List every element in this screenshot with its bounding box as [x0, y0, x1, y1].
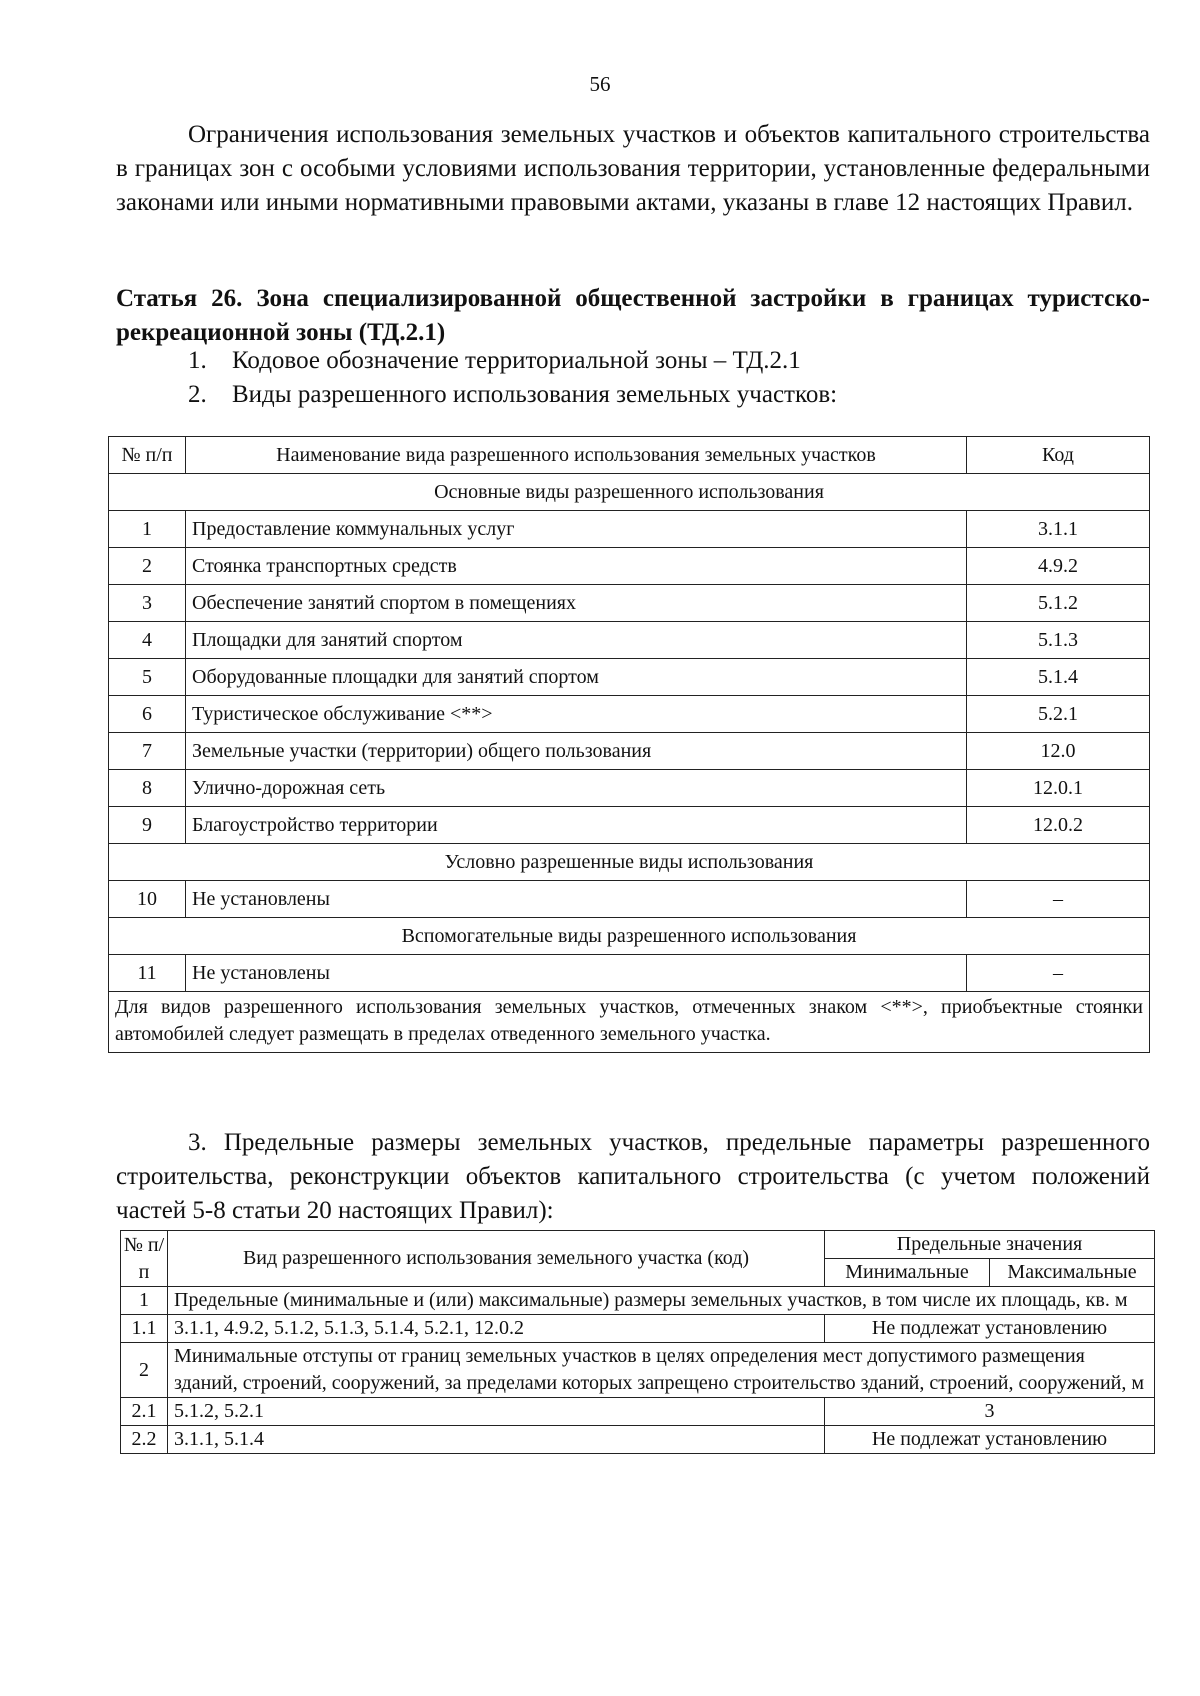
- row-name: Улично-дорожная сеть: [186, 770, 967, 807]
- table-row: [121, 1343, 1155, 1398]
- table-row: [109, 770, 1150, 807]
- row-codes: 3.1.1, 5.1.4: [168, 1426, 825, 1454]
- permitted-use-table: [108, 436, 1150, 1053]
- row-code: –: [967, 955, 1150, 992]
- table-row: [109, 511, 1150, 548]
- row-name: Туристическое обслуживание <**>: [186, 696, 967, 733]
- row-code: –: [967, 881, 1150, 918]
- row-name: Благоустройство территории: [186, 807, 967, 844]
- row-num: 4: [109, 622, 186, 659]
- row-num: 8: [109, 770, 186, 807]
- row-code: 4.9.2: [967, 548, 1150, 585]
- row-value: Не подлежат установлению: [825, 1315, 1155, 1343]
- row-name: Земельные участки (территории) общего пользования: [186, 733, 967, 770]
- row-num: 2: [121, 1343, 168, 1398]
- table-row: [121, 1287, 1155, 1315]
- row-text: Предельные (минимальные и (или) максимальные) размеры земельных участков, в том числе их площадь, кв. м: [168, 1287, 1155, 1315]
- page-number: 56: [589, 72, 611, 96]
- header-min: Минимальные: [825, 1259, 990, 1287]
- header-num: № п/п: [109, 437, 186, 474]
- header-limits: Предельные значения: [825, 1231, 1155, 1259]
- row-name: Оборудованные площадки для занятий спортом: [186, 659, 967, 696]
- table-row: [109, 696, 1150, 733]
- table-row: [109, 955, 1150, 992]
- row-name: Не установлены: [186, 881, 967, 918]
- row-code: 5.1.3: [967, 622, 1150, 659]
- header-name: Наименование вида разрешенного использования земельных участков: [186, 437, 967, 474]
- row-name: Не установлены: [186, 955, 967, 992]
- table-header-row: [109, 437, 1150, 474]
- header-num: № п/п: [121, 1231, 168, 1287]
- row-num: 2: [109, 548, 186, 585]
- header-code: Код: [967, 437, 1150, 474]
- table-note: Для видов разрешенного использования земельных участков, отмеченных знаком <**>, приобъектные стоянки автомобилей следует размещать в пределах отведенного земельного участка.: [109, 992, 1150, 1053]
- table-row: [109, 659, 1150, 696]
- list-item-number: 1.: [188, 347, 207, 374]
- row-codes: 3.1.1, 4.9.2, 5.1.2, 5.1.3, 5.1.4, 5.2.1, 12.0.2: [168, 1315, 825, 1343]
- list-item: [188, 378, 837, 412]
- row-code: 5.1.4: [967, 659, 1150, 696]
- row-num: 9: [109, 807, 186, 844]
- section-title: Вспомогательные виды разрешенного использования: [109, 918, 1150, 955]
- table-row: [109, 881, 1150, 918]
- section-title: Основные виды разрешенного использования: [109, 474, 1150, 511]
- list-item-number: 2.: [188, 381, 207, 408]
- row-num: 5: [109, 659, 186, 696]
- row-num: 3: [109, 585, 186, 622]
- list-item: [188, 344, 801, 378]
- row-name: Стоянка транспортных средств: [186, 548, 967, 585]
- table-row: [121, 1315, 1155, 1343]
- section-row-main: [109, 474, 1150, 511]
- table-row: [121, 1426, 1155, 1454]
- header-kind: Вид разрешенного использования земельного участка (код): [168, 1231, 825, 1287]
- list-item-text: Виды разрешенного использования земельных участков:: [232, 381, 838, 408]
- table-row: [109, 622, 1150, 659]
- row-code: 12.0.1: [967, 770, 1150, 807]
- row-num: 7: [109, 733, 186, 770]
- table-header-row: [121, 1231, 1155, 1259]
- row-code: 3.1.1: [967, 511, 1150, 548]
- table-row: [109, 807, 1150, 844]
- row-num: 2.1: [121, 1398, 168, 1426]
- paragraph-3: 3. Предельные размеры земельных участков, предельные параметры разрешенного строительства, реконструкции объектов капитального строительства (с учетом положений частей 5-8 статьи 20 настоящих Правил):: [116, 1129, 1150, 1224]
- row-num: 1: [121, 1287, 168, 1315]
- row-code: 12.0.2: [967, 807, 1150, 844]
- row-value: Не подлежат установлению: [825, 1426, 1155, 1454]
- row-name: Площадки для занятий спортом: [186, 622, 967, 659]
- section-row-auxiliary: [109, 918, 1150, 955]
- row-num: 1.1: [121, 1315, 168, 1343]
- row-value: 3: [825, 1398, 1155, 1426]
- row-code: 5.1.2: [967, 585, 1150, 622]
- row-text: Минимальные отступы от границ земельных участков в целях определения мест допустимого размещения зданий, строений, сооружений, за пределами которых запрещено строительство зданий, строений, сооружений, м: [168, 1343, 1155, 1398]
- row-num: 6: [109, 696, 186, 733]
- row-num: 2.2: [121, 1426, 168, 1454]
- header-max: Максимальные: [990, 1259, 1155, 1287]
- article-heading: Статья 26. Зона специализированной общественной застройки в границах туристско-рекреационной зоны (ТД.2.1): [116, 285, 1150, 346]
- table-row: [109, 733, 1150, 770]
- table-note-row: [109, 992, 1150, 1053]
- section-row-conditional: [109, 844, 1150, 881]
- row-name: Обеспечение занятий спортом в помещениях: [186, 585, 967, 622]
- table-row: [109, 585, 1150, 622]
- intro-paragraph: Ограничения использования земельных участков и объектов капитального строительства в границах зон с особыми условиями использования территории, установленные федеральными законами или иными нормативными правовыми актами, указаны в главе 12 настоящих Правил.: [116, 121, 1150, 216]
- row-num: 1: [109, 511, 186, 548]
- row-code: 5.2.1: [967, 696, 1150, 733]
- row-codes: 5.1.2, 5.2.1: [168, 1398, 825, 1426]
- limits-table: [120, 1230, 1155, 1454]
- row-code: 12.0: [967, 733, 1150, 770]
- section-title: Условно разрешенные виды использования: [109, 844, 1150, 881]
- row-num: 10: [109, 881, 186, 918]
- row-name: Предоставление коммунальных услуг: [186, 511, 967, 548]
- list-item-text: Кодовое обозначение территориальной зоны – ТД.2.1: [232, 347, 801, 374]
- table-row: [121, 1398, 1155, 1426]
- row-num: 11: [109, 955, 186, 992]
- table-row: [109, 548, 1150, 585]
